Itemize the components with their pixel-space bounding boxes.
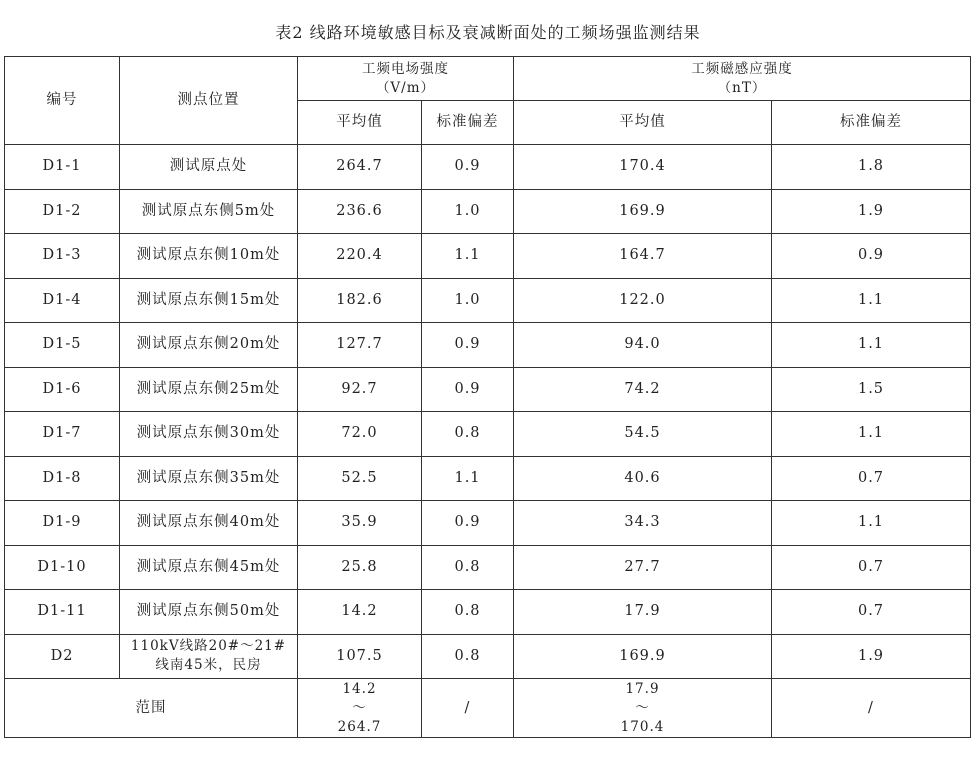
range-b-sep: ～ bbox=[635, 699, 650, 716]
cell-e-avg: 220.4 bbox=[298, 234, 422, 279]
cell-location: 测试原点处 bbox=[120, 145, 298, 190]
cell-e-avg: 264.7 bbox=[298, 145, 422, 190]
range-e-std: / bbox=[422, 679, 514, 738]
cell-e-std: 0.9 bbox=[422, 145, 514, 190]
cell-b-std: 0.7 bbox=[772, 590, 971, 635]
table-row bbox=[5, 234, 971, 279]
header-e-std bbox=[422, 101, 514, 145]
cell-location: 测试原点东侧50m处 bbox=[120, 590, 298, 635]
cell-location: 测试原点东侧5m处 bbox=[120, 189, 298, 234]
cell-id: D1-3 bbox=[5, 234, 120, 279]
cell-id: D1-5 bbox=[5, 323, 120, 368]
range-e-max: 264.7 bbox=[337, 718, 382, 735]
table-row bbox=[5, 278, 971, 323]
table-row bbox=[5, 367, 971, 412]
cell-id: D1-7 bbox=[5, 412, 120, 457]
electric-field-unit: （V/m） bbox=[375, 79, 436, 96]
cell-e-avg: 92.7 bbox=[298, 367, 422, 412]
cell-location: 测试原点东侧40m处 bbox=[120, 501, 298, 546]
header-b-std: 标准偏差 bbox=[772, 101, 971, 145]
cell-e-avg: 107.5 bbox=[298, 634, 422, 679]
cell-e-avg: 25.8 bbox=[298, 545, 422, 590]
table-row bbox=[5, 456, 971, 501]
cell-e-avg: 182.6 bbox=[298, 278, 422, 323]
range-b-avg bbox=[514, 679, 772, 738]
cell-e-std: 1.1 bbox=[422, 234, 514, 279]
cell-e-avg: 127.7 bbox=[298, 323, 422, 368]
d2-location-line-1: 110kV线路20#～21# bbox=[130, 638, 287, 655]
d2-location-line-2: 线南45米，民房 bbox=[155, 657, 262, 674]
cell-id: D1-6 bbox=[5, 367, 120, 412]
range-e-min: 14.2 bbox=[342, 680, 377, 697]
cell-e-std: 0.8 bbox=[422, 634, 514, 679]
header-b-avg: 平均值 bbox=[514, 101, 772, 145]
header-electric-field bbox=[298, 57, 514, 101]
cell-b-avg: 169.9 bbox=[514, 189, 772, 234]
cell-b-std: 1.5 bbox=[772, 367, 971, 412]
table-body bbox=[5, 145, 971, 738]
cell-e-std: 1.0 bbox=[422, 189, 514, 234]
cell-b-std: 1.1 bbox=[772, 278, 971, 323]
table-row bbox=[5, 501, 971, 546]
range-label: 范围 bbox=[5, 679, 298, 738]
cell-b-avg: 164.7 bbox=[514, 234, 772, 279]
table-row bbox=[5, 545, 971, 590]
cell-e-std: 0.8 bbox=[422, 590, 514, 635]
header-location: 测点位置 bbox=[120, 57, 298, 145]
cell-id: D1-4 bbox=[5, 278, 120, 323]
cell-id: D1-11 bbox=[5, 590, 120, 635]
range-b-std: / bbox=[772, 679, 971, 738]
cell-e-std: 0.8 bbox=[422, 412, 514, 457]
cell-e-std: 0.8 bbox=[422, 545, 514, 590]
cell-e-avg: 35.9 bbox=[298, 501, 422, 546]
table-row-range bbox=[5, 679, 971, 738]
header-id: 编号 bbox=[5, 57, 120, 145]
magnetic-field-unit: （nT） bbox=[717, 79, 767, 96]
table-row-d2 bbox=[5, 634, 971, 679]
cell-b-std: 0.9 bbox=[772, 234, 971, 279]
cell-b-avg: 170.4 bbox=[514, 145, 772, 190]
cell-b-avg: 34.3 bbox=[514, 501, 772, 546]
cell-b-std: 1.9 bbox=[772, 189, 971, 234]
cell-id: D1-9 bbox=[5, 501, 120, 546]
header-e-avg: 平均值 bbox=[298, 101, 422, 145]
cell-location: 测试原点东侧35m处 bbox=[120, 456, 298, 501]
cell-b-avg: 54.5 bbox=[514, 412, 772, 457]
cell-e-std: 1.1 bbox=[422, 456, 514, 501]
cell-location: 测试原点东侧20m处 bbox=[120, 323, 298, 368]
cell-id: D1-8 bbox=[5, 456, 120, 501]
cell-b-std: 0.7 bbox=[772, 456, 971, 501]
cell-e-avg: 72.0 bbox=[298, 412, 422, 457]
cell-location: 测试原点东侧30m处 bbox=[120, 412, 298, 457]
cell-e-avg: 14.2 bbox=[298, 590, 422, 635]
electric-field-label: 工频电场强度 bbox=[362, 60, 449, 77]
cell-location: 测试原点东侧15m处 bbox=[120, 278, 298, 323]
cell-b-avg: 94.0 bbox=[514, 323, 772, 368]
cell-b-avg: 169.9 bbox=[514, 634, 772, 679]
cell-b-avg: 40.6 bbox=[514, 456, 772, 501]
cell-e-std: 0.9 bbox=[422, 501, 514, 546]
cell-b-std: 1.9 bbox=[772, 634, 971, 679]
cell-id: D2 bbox=[5, 634, 120, 679]
table-row bbox=[5, 590, 971, 635]
cell-e-std: 0.9 bbox=[422, 367, 514, 412]
range-b-min: 17.9 bbox=[625, 680, 660, 697]
range-e-sep: ～ bbox=[352, 699, 367, 716]
cell-id: D1-10 bbox=[5, 545, 120, 590]
cell-e-std: 1.0 bbox=[422, 278, 514, 323]
range-b-max: 170.4 bbox=[620, 718, 665, 735]
header-e-std-text: 标准偏差 bbox=[436, 114, 499, 130]
cell-b-std: 0.7 bbox=[772, 545, 971, 590]
monitoring-results-table bbox=[4, 56, 971, 738]
cell-id: D1-2 bbox=[5, 189, 120, 234]
cell-b-std: 1.1 bbox=[772, 412, 971, 457]
cell-b-avg: 17.9 bbox=[514, 590, 772, 635]
cell-location: 测试原点东侧45m处 bbox=[120, 545, 298, 590]
cell-id: D1-1 bbox=[5, 145, 120, 190]
table-row bbox=[5, 412, 971, 457]
table-row bbox=[5, 323, 971, 368]
cell-location: 测试原点东侧10m处 bbox=[120, 234, 298, 279]
header-magnetic-field bbox=[514, 57, 971, 101]
range-e-avg bbox=[298, 679, 422, 738]
table-row bbox=[5, 189, 971, 234]
cell-location bbox=[120, 634, 298, 679]
cell-b-avg: 122.0 bbox=[514, 278, 772, 323]
cell-b-std: 1.8 bbox=[772, 145, 971, 190]
cell-location: 测试原点东侧25m处 bbox=[120, 367, 298, 412]
cell-e-avg: 52.5 bbox=[298, 456, 422, 501]
header-row-1 bbox=[5, 57, 971, 101]
table-row bbox=[5, 145, 971, 190]
cell-b-avg: 74.2 bbox=[514, 367, 772, 412]
cell-b-std: 1.1 bbox=[772, 501, 971, 546]
cell-b-std: 1.1 bbox=[772, 323, 971, 368]
cell-b-avg: 27.7 bbox=[514, 545, 772, 590]
cell-e-avg: 236.6 bbox=[298, 189, 422, 234]
table-title: 表2 线路环境敏感目标及衰减断面处的工频场强监测结果 bbox=[275, 23, 701, 42]
cell-e-std: 0.9 bbox=[422, 323, 514, 368]
magnetic-field-label: 工频磁感应强度 bbox=[691, 60, 793, 77]
